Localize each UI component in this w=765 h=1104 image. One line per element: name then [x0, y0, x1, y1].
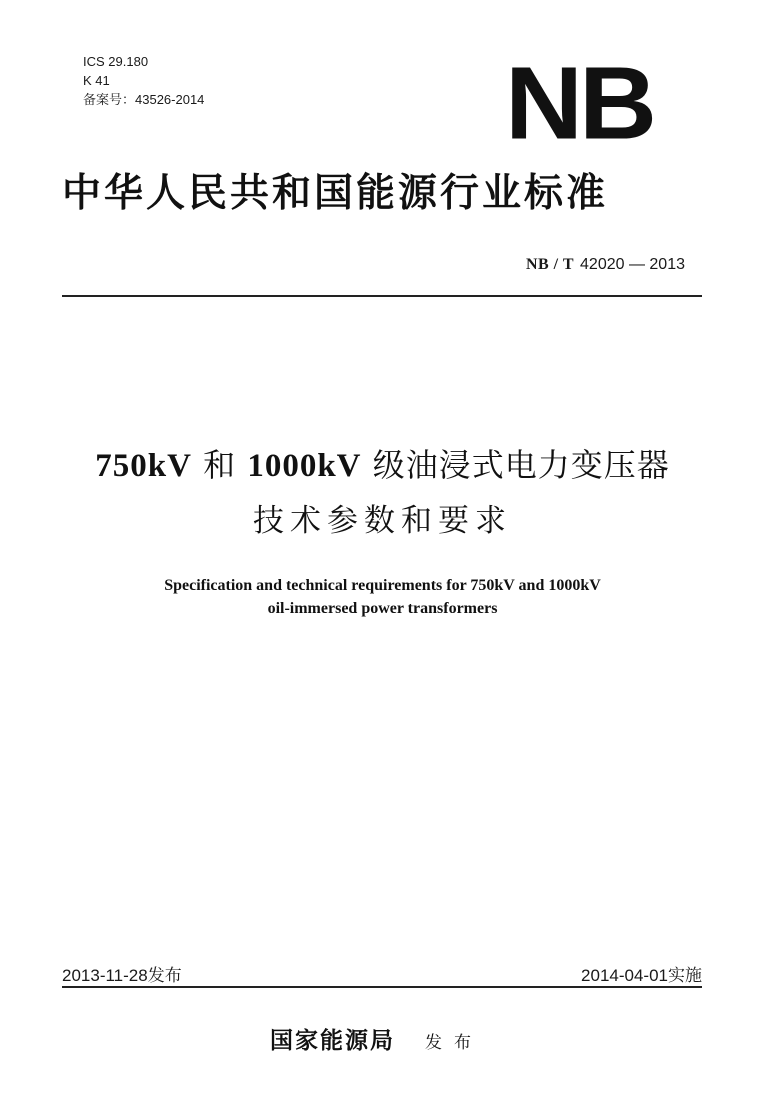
- publisher-org: 国家能源局: [270, 1027, 395, 1054]
- class-code: K 41: [83, 73, 110, 88]
- record-number: 备案号：43526-2014: [83, 92, 205, 107]
- title-en-line2: oil-immersed power transformers: [267, 600, 498, 617]
- publisher-line: [270, 1022, 483, 1055]
- title-cn-subject: 级油浸式电力变压器: [361, 446, 670, 484]
- standard-number: [526, 256, 685, 274]
- classification-block: [83, 52, 204, 109]
- ics-code: ICS 29.180: [83, 54, 149, 69]
- standard-number-value: 42020 — 2013: [580, 256, 685, 273]
- title-cn-voltage-a: 750kV: [95, 448, 192, 484]
- title-cn-line1: [0, 443, 765, 488]
- title-cn-conjunction: 和: [191, 446, 248, 484]
- nb-logo: NB: [505, 45, 653, 161]
- title-cn-voltage-b: 1000kV: [247, 448, 362, 484]
- issue-date: 2013-11-28发布: [62, 966, 182, 985]
- standard-number-prefix: NB / T: [525, 256, 575, 273]
- title-en-line1: Specification and technical requirements for 750kV and 1000kV: [164, 577, 601, 594]
- implementation-date: 2014-04-01实施: [581, 966, 702, 985]
- title-cn-line2: 技术参数和要求: [253, 503, 512, 539]
- top-divider: [62, 295, 702, 297]
- bottom-divider: [62, 986, 702, 988]
- publisher-action: 发布: [425, 1033, 483, 1053]
- standard-family-title: 中华人民共和国能源行业标准: [62, 170, 609, 216]
